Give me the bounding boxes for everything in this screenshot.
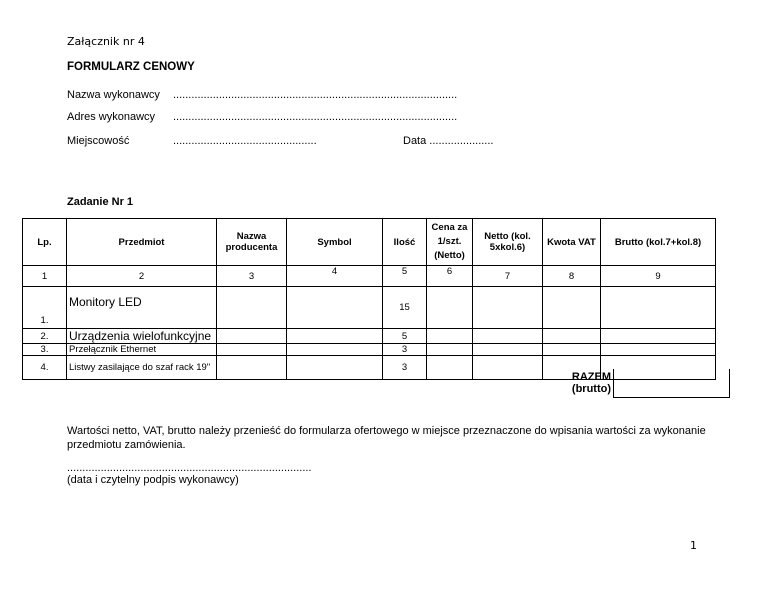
row-net-cell[interactable] [473,287,543,329]
col-number: 9 [601,266,716,287]
header-item: Przedmiot [67,219,217,266]
row-vat-cell[interactable] [543,329,601,344]
row-symbol-cell[interactable] [287,356,383,380]
row-lp: 3. [23,344,67,356]
header-lp: Lp. [23,219,67,266]
table-row [23,344,716,356]
table-row [23,329,716,344]
row-vat-cell[interactable] [543,287,601,329]
row-lp: 1. [23,287,67,329]
row-qty: 3 [383,356,427,380]
row-qty: 5 [383,329,427,344]
row-qty: 15 [383,287,427,329]
row-price-cell[interactable] [427,344,473,356]
row-gross-cell[interactable] [601,287,716,329]
header-vat: Kwota VAT [543,219,601,266]
row-symbol-cell[interactable] [287,329,383,344]
header-symbol: Symbol [287,219,383,266]
col-number: 3 [217,266,287,287]
col-number: 2 [67,266,217,287]
row-symbol-cell[interactable] [287,344,383,356]
col-number: 4 [287,266,383,287]
column-number-row [23,266,716,287]
header-gross: Brutto (kol.7+kol.8) [601,219,716,266]
header-qty: Ilość [383,219,427,266]
row-item: Przełącznik Ethernet [67,344,217,356]
row-qty: 3 [383,344,427,356]
row-producer-cell[interactable] [217,344,287,356]
city-label: Miejscowość [67,135,130,147]
page-title: FORMULARZ CENOWY [67,61,195,73]
row-gross-cell[interactable] [601,329,716,344]
contractor-field[interactable]: ............................................................................................. [173,89,458,101]
col-number: 5 [383,266,427,287]
header-net: Netto (kol. 5xkol.6) [473,219,543,266]
row-lp: 2. [23,329,67,344]
row-price-cell[interactable] [427,329,473,344]
row-symbol-cell[interactable] [287,287,383,329]
row-item: Listwy zasilające do szaf rack 19" [67,356,217,380]
row-vat-cell[interactable] [543,344,601,356]
row-item: Urządzenia wielofunkcyjne [67,329,217,344]
signature-label: (data i czytelny podpis wykonawcy) [67,474,239,486]
table-header-row [23,219,716,266]
header-producer: Nazwa producenta [217,219,287,266]
note-text: Wartości netto, VAT, brutto należy przenieść do formularza ofertowego w miejsce przeznaczone do wpisania wartości za wykonanie przedmiotu zamówienia. [67,425,706,451]
row-producer-cell[interactable] [217,287,287,329]
task-title: Zadanie Nr 1 [67,196,134,208]
total-row [567,369,730,398]
row-price-cell[interactable] [427,356,473,380]
address-label: Adres wykonawcy [67,111,156,123]
address-field[interactable]: ............................................................................................. [173,111,458,123]
row-net-cell[interactable] [473,329,543,344]
col-number: 1 [23,266,67,287]
total-label: RAZEM (brutto) [567,369,614,398]
price-table [22,218,716,380]
row-net-cell[interactable] [473,344,543,356]
row-gross-cell[interactable] [601,344,716,356]
header-unit-price: Cena za 1/szt. (Netto) [427,219,473,266]
col-number: 6 [427,266,473,287]
row-producer-cell[interactable] [217,356,287,380]
signature-line[interactable]: ................................................................................ [67,462,312,474]
table-row [23,287,716,329]
row-price-cell[interactable] [427,287,473,329]
date-field[interactable]: Data ..................... [403,135,494,147]
col-number: 8 [543,266,601,287]
city-field[interactable]: ............................................... [173,135,317,147]
page-number: 1 [690,539,697,552]
row-producer-cell[interactable] [217,329,287,344]
row-item: Monitory LED [67,287,217,329]
total-gross-cell[interactable] [614,369,730,398]
row-lp: 4. [23,356,67,380]
annex-label: Załącznik nr 4 [67,35,145,48]
col-number: 7 [473,266,543,287]
contractor-label: Nazwa wykonawcy [67,89,160,101]
row-net-cell[interactable] [473,356,543,380]
